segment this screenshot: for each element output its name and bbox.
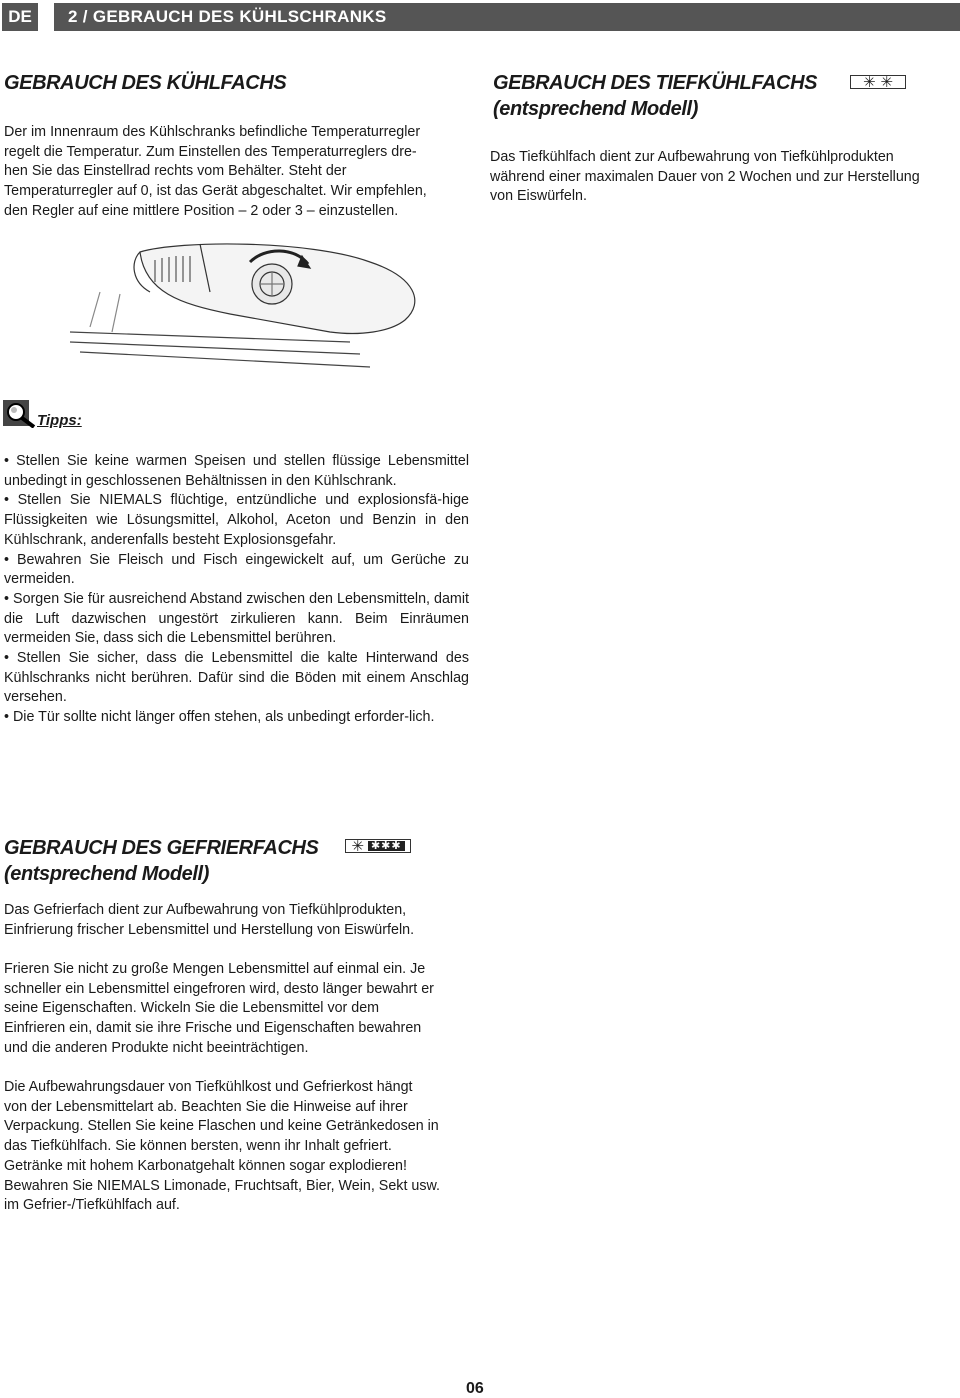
- language-badge: DE: [2, 3, 38, 31]
- fridge-line: den Regler auf eine mittlere Position – 2 oder 3 – einzustellen.: [4, 202, 399, 219]
- freezer-line: schneller ein Lebensmittel eingefroren wird, desto länger bewahrt er: [4, 980, 434, 997]
- fridge-heading: GEBRAUCH DES KÜHLFACHS: [4, 72, 287, 94]
- freezer-line: Verpackung. Stellen Sie keine Flaschen und keine Getränkedosen in: [4, 1118, 439, 1135]
- freezer-line: Getränke mit hohem Karbonatgehalt können sogar explodieren!: [4, 1157, 407, 1174]
- freezer-line: Frieren Sie nicht zu große Mengen Lebensmittel auf einmal ein. Je: [4, 961, 426, 977]
- freezer-line: von der Lebensmittelart ab. Beachten Sie die Hinweise auf ihrer: [4, 1098, 408, 1115]
- freezer-paragraph-3: [4, 1078, 472, 1216]
- freezer-subheading: (entsprechend Modell): [4, 863, 209, 885]
- freezer-compartment-heading: GEBRAUCH DES TIEFKÜHLFACHS: [493, 72, 818, 94]
- tip-item: • Sorgen Sie für ausreichend Abstand zwischen den Lebensmitteln, damit die Luft dazwischen ungestört zirkulieren kann. Beim Einräumen vermeiden Sie, dass sich die Lebensmittel berühren.: [4, 590, 469, 647]
- freezer-heading: GEBRAUCH DES GEFRIERFACHS: [4, 837, 319, 859]
- freezer-line: Das Gefrierfach dient zur Aufbewahrung von Tiefkühlprodukten,: [4, 902, 407, 918]
- fridge-line: Temperaturregler auf 0, ist das Gerät abgeschaltet. Wir empfehlen,: [4, 183, 427, 200]
- fridge-paragraph: [4, 123, 469, 222]
- tip-item: • Stellen Sie sicher, dass die Lebensmittel die kalte Hinterwand des Kühlschranks nicht berühren. Dafür sind die Böden mit einem Anschlag versehen.: [4, 650, 469, 706]
- freezer-line: seine Eigenschaften. Wickeln Sie die Lebensmittel vor dem: [4, 1000, 380, 1017]
- freezer-paragraph-2: [4, 960, 472, 1059]
- tip-item: • Stellen Sie NIEMALS flüchtige, entzündliche und explosionsfä-hige Flüssigkeiten wie Lösungsmittel, Alkohol, Aceton und Benzin in den Kühlschrank, anderenfalls besteht Explosionsgefahr.: [4, 492, 469, 548]
- freezer-compartment-paragraph: [490, 148, 957, 207]
- freezer-line: Die Aufbewahrungsdauer von Tiefkühlkost und Gefrierkost hängt: [4, 1079, 413, 1095]
- freezer-compartment-line: von Eiswürfeln.: [490, 188, 587, 205]
- tip-item: • Bewahren Sie Fleisch und Fisch eingewickelt auf, um Gerüche zu vermeiden.: [4, 551, 469, 588]
- two-star-rating-icon: ✳ ✳: [850, 75, 906, 89]
- section-title-bar: 2 / GEBRAUCH DES KÜHLSCHRANKS: [54, 3, 960, 31]
- freezer-line: das Tiefkühlfach. Sie können bersten, wenn ihr Inhalt gefriert.: [4, 1138, 392, 1155]
- tips-label: Tipps:: [37, 412, 82, 429]
- freezer-compartment-line: Das Tiefkühlfach dient zur Aufbewahrung von Tiefkühlprodukten: [490, 149, 894, 165]
- freezer-paragraph-1: [4, 901, 472, 940]
- fridge-line: hen Sie das Einstellrad rechts vom Behälter. Steht der: [4, 163, 347, 180]
- thermostat-illustration: [60, 232, 430, 372]
- magnifier-icon: [3, 398, 37, 428]
- freezer-line: im Gefrier-/Tiefkühlfach auf.: [4, 1197, 180, 1214]
- freezer-line: Einfrieren ein, damit sie ihre Frische und Eigenschaften bewahren: [4, 1020, 422, 1037]
- tips-list: [4, 452, 469, 728]
- page-number: 06: [466, 1380, 484, 1397]
- four-star-rating-icon: ✳ ✱✱✱: [345, 839, 411, 853]
- tip-item: • Die Tür sollte nicht länger offen stehen, als unbedingt erforder-lich.: [4, 709, 435, 726]
- fridge-line: regelt die Temperatur. Zum Einstellen des Temperaturreglers dre-: [4, 143, 417, 160]
- tips-header: [3, 398, 123, 434]
- freezer-line: und die anderen Produkte nicht beeinträchtigen.: [4, 1039, 309, 1056]
- freezer-compartment-line: während einer maximalen Dauer von 2 Wochen und zur Herstellung: [490, 168, 920, 185]
- freezer-compartment-subheading: (entsprechend Modell): [493, 98, 698, 120]
- freezer-line: Einfrierung frischer Lebensmittel und Herstellung von Eiswürfeln.: [4, 921, 415, 938]
- fridge-line: Der im Innenraum des Kühlschranks befindliche Temperaturregler: [4, 124, 421, 140]
- tip-item: • Stellen Sie keine warmen Speisen und stellen flüssige Lebensmittel unbedingt in geschlossenen Behältnissen in den Kühlschrank.: [4, 453, 469, 489]
- freezer-line: Bewahren Sie NIEMALS Limonade, Fruchtsaft, Bier, Wein, Sekt usw.: [4, 1177, 440, 1194]
